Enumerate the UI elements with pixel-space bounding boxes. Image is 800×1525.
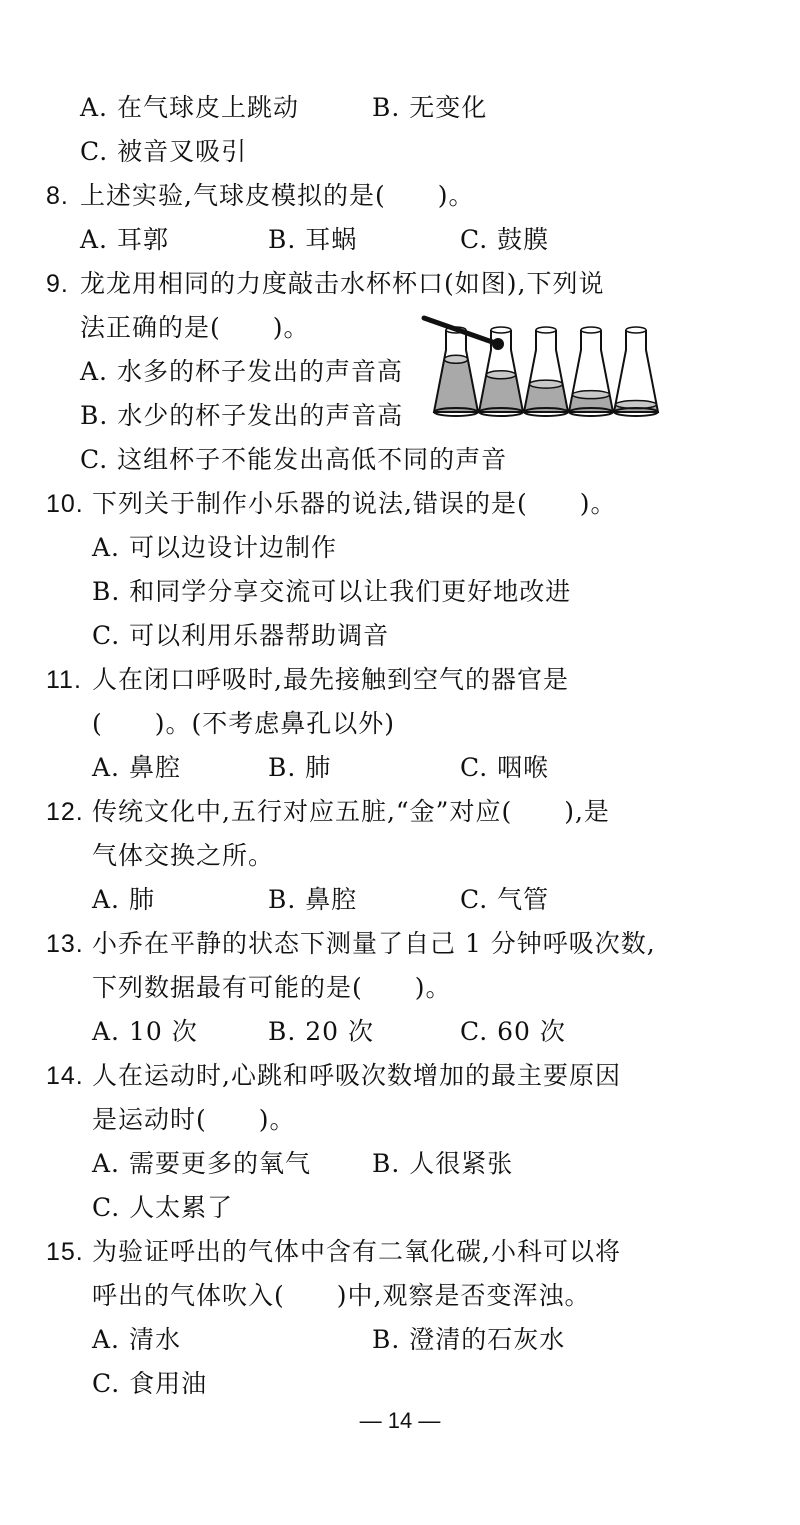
q8-stem: 上述实验,气球皮模拟的是( )。 (80, 181, 475, 210)
q12-option-c: C. 气管 (460, 885, 550, 914)
cup-rim (536, 327, 556, 333)
water-cups-figure (418, 308, 668, 426)
q10-number: 10. (46, 490, 84, 518)
q9-option-c: C. 这组杯子不能发出高低不同的声音 (80, 445, 508, 474)
q13-stem-line1: 小乔在平静的状态下测量了自己 1 分钟呼吸次数, (92, 929, 656, 958)
q8-option-b: B. 耳蜗 (268, 225, 358, 254)
q12-stem-line1: 传统文化中,五行对应五脏,“金”对应( ),是 (92, 797, 610, 826)
q10-option-a: A. 可以边设计边制作 (92, 533, 337, 562)
cup-outline (614, 330, 658, 412)
striking-stick (424, 318, 498, 344)
q15-option-a: A. 清水 (92, 1325, 181, 1354)
q13-option-b: B. 20 次 (268, 1017, 375, 1046)
q11-stem-line1: 人在闭口呼吸时,最先接触到空气的器官是 (92, 665, 569, 694)
q13-number: 13. (46, 930, 84, 958)
q15-stem-line2: 呼出的气体吹入( )中,观察是否变浑浊。 (92, 1281, 591, 1310)
water-cup-1 (434, 327, 478, 416)
page-number: — 14 — (359, 1408, 441, 1433)
q12-stem-line2: 气体交换之所。 (92, 841, 275, 870)
q13-option-a: A. 10 次 (92, 1017, 198, 1046)
q11-number: 11. (46, 666, 82, 694)
q8-number: 8. (46, 182, 69, 210)
water-surface (572, 391, 609, 399)
q14-number: 14. (46, 1062, 84, 1090)
q15-stem-line1: 为验证呼出的气体中含有二氧化碳,小科可以将 (92, 1237, 621, 1266)
q10-option-c: C. 可以利用乐器帮助调音 (92, 621, 390, 650)
q14-option-b: B. 人很紧张 (372, 1149, 514, 1178)
q12-option-b: B. 鼻腔 (268, 885, 358, 914)
q14-option-a: A. 需要更多的氧气 (92, 1149, 311, 1178)
q14-stem-line2: 是运动时( )。 (92, 1105, 296, 1134)
stick-tip (492, 338, 504, 350)
q12-option-a: A. 肺 (92, 885, 155, 914)
q8-option-c: C. 鼓膜 (460, 225, 550, 254)
q15-option-b: B. 澄清的石灰水 (372, 1325, 566, 1354)
water-surface (529, 380, 562, 388)
q9-stem-line2: 法正确的是( )。 (80, 313, 310, 342)
water-surface (444, 355, 468, 363)
cup-rim (626, 327, 646, 333)
q8-option-a: A. 耳郭 (80, 225, 169, 254)
water-cup-5 (614, 327, 658, 416)
q11-option-a: A. 鼻腔 (92, 753, 181, 782)
q9-stem-line1: 龙龙用相同的力度敲击水杯杯口(如图),下列说 (80, 269, 605, 298)
q13-option-c: C. 60 次 (460, 1017, 566, 1046)
q7-option-b: B. 无变化 (372, 93, 488, 122)
q13-stem-line2: 下列数据最有可能的是( )。 (92, 973, 452, 1002)
q11-option-b: B. 肺 (268, 753, 332, 782)
q14-option-c: C. 人太累了 (92, 1193, 234, 1222)
q10-stem: 下列关于制作小乐器的说法,错误的是( )。 (92, 489, 617, 518)
q12-number: 12. (46, 798, 84, 826)
water-cup-3 (524, 327, 568, 416)
q11-option-c: C. 咽喉 (460, 753, 550, 782)
q15-option-c: C. 食用油 (92, 1369, 208, 1398)
q10-option-b: B. 和同学分享交流可以让我们更好地改进 (92, 577, 572, 606)
q7-option-a: A. 在气球皮上跳动 (80, 93, 299, 122)
q9-option-a: A. 水多的杯子发出的声音高 (80, 357, 403, 386)
water-fill (434, 359, 478, 412)
q14-stem-line1: 人在运动时,心跳和呼吸次数增加的最主要原因 (92, 1061, 621, 1090)
cup-rim (491, 327, 511, 333)
cup-rim (581, 327, 601, 333)
water-surface (486, 371, 516, 379)
q9-number: 9. (46, 270, 69, 298)
water-cup-4 (569, 327, 613, 416)
q11-stem-line2: ( )。(不考虑鼻孔以外) (92, 709, 396, 738)
q15-number: 15. (46, 1238, 84, 1266)
q9-option-b: B. 水少的杯子发出的声音高 (80, 401, 404, 430)
q7-option-c: C. 被音叉吸引 (80, 137, 248, 166)
